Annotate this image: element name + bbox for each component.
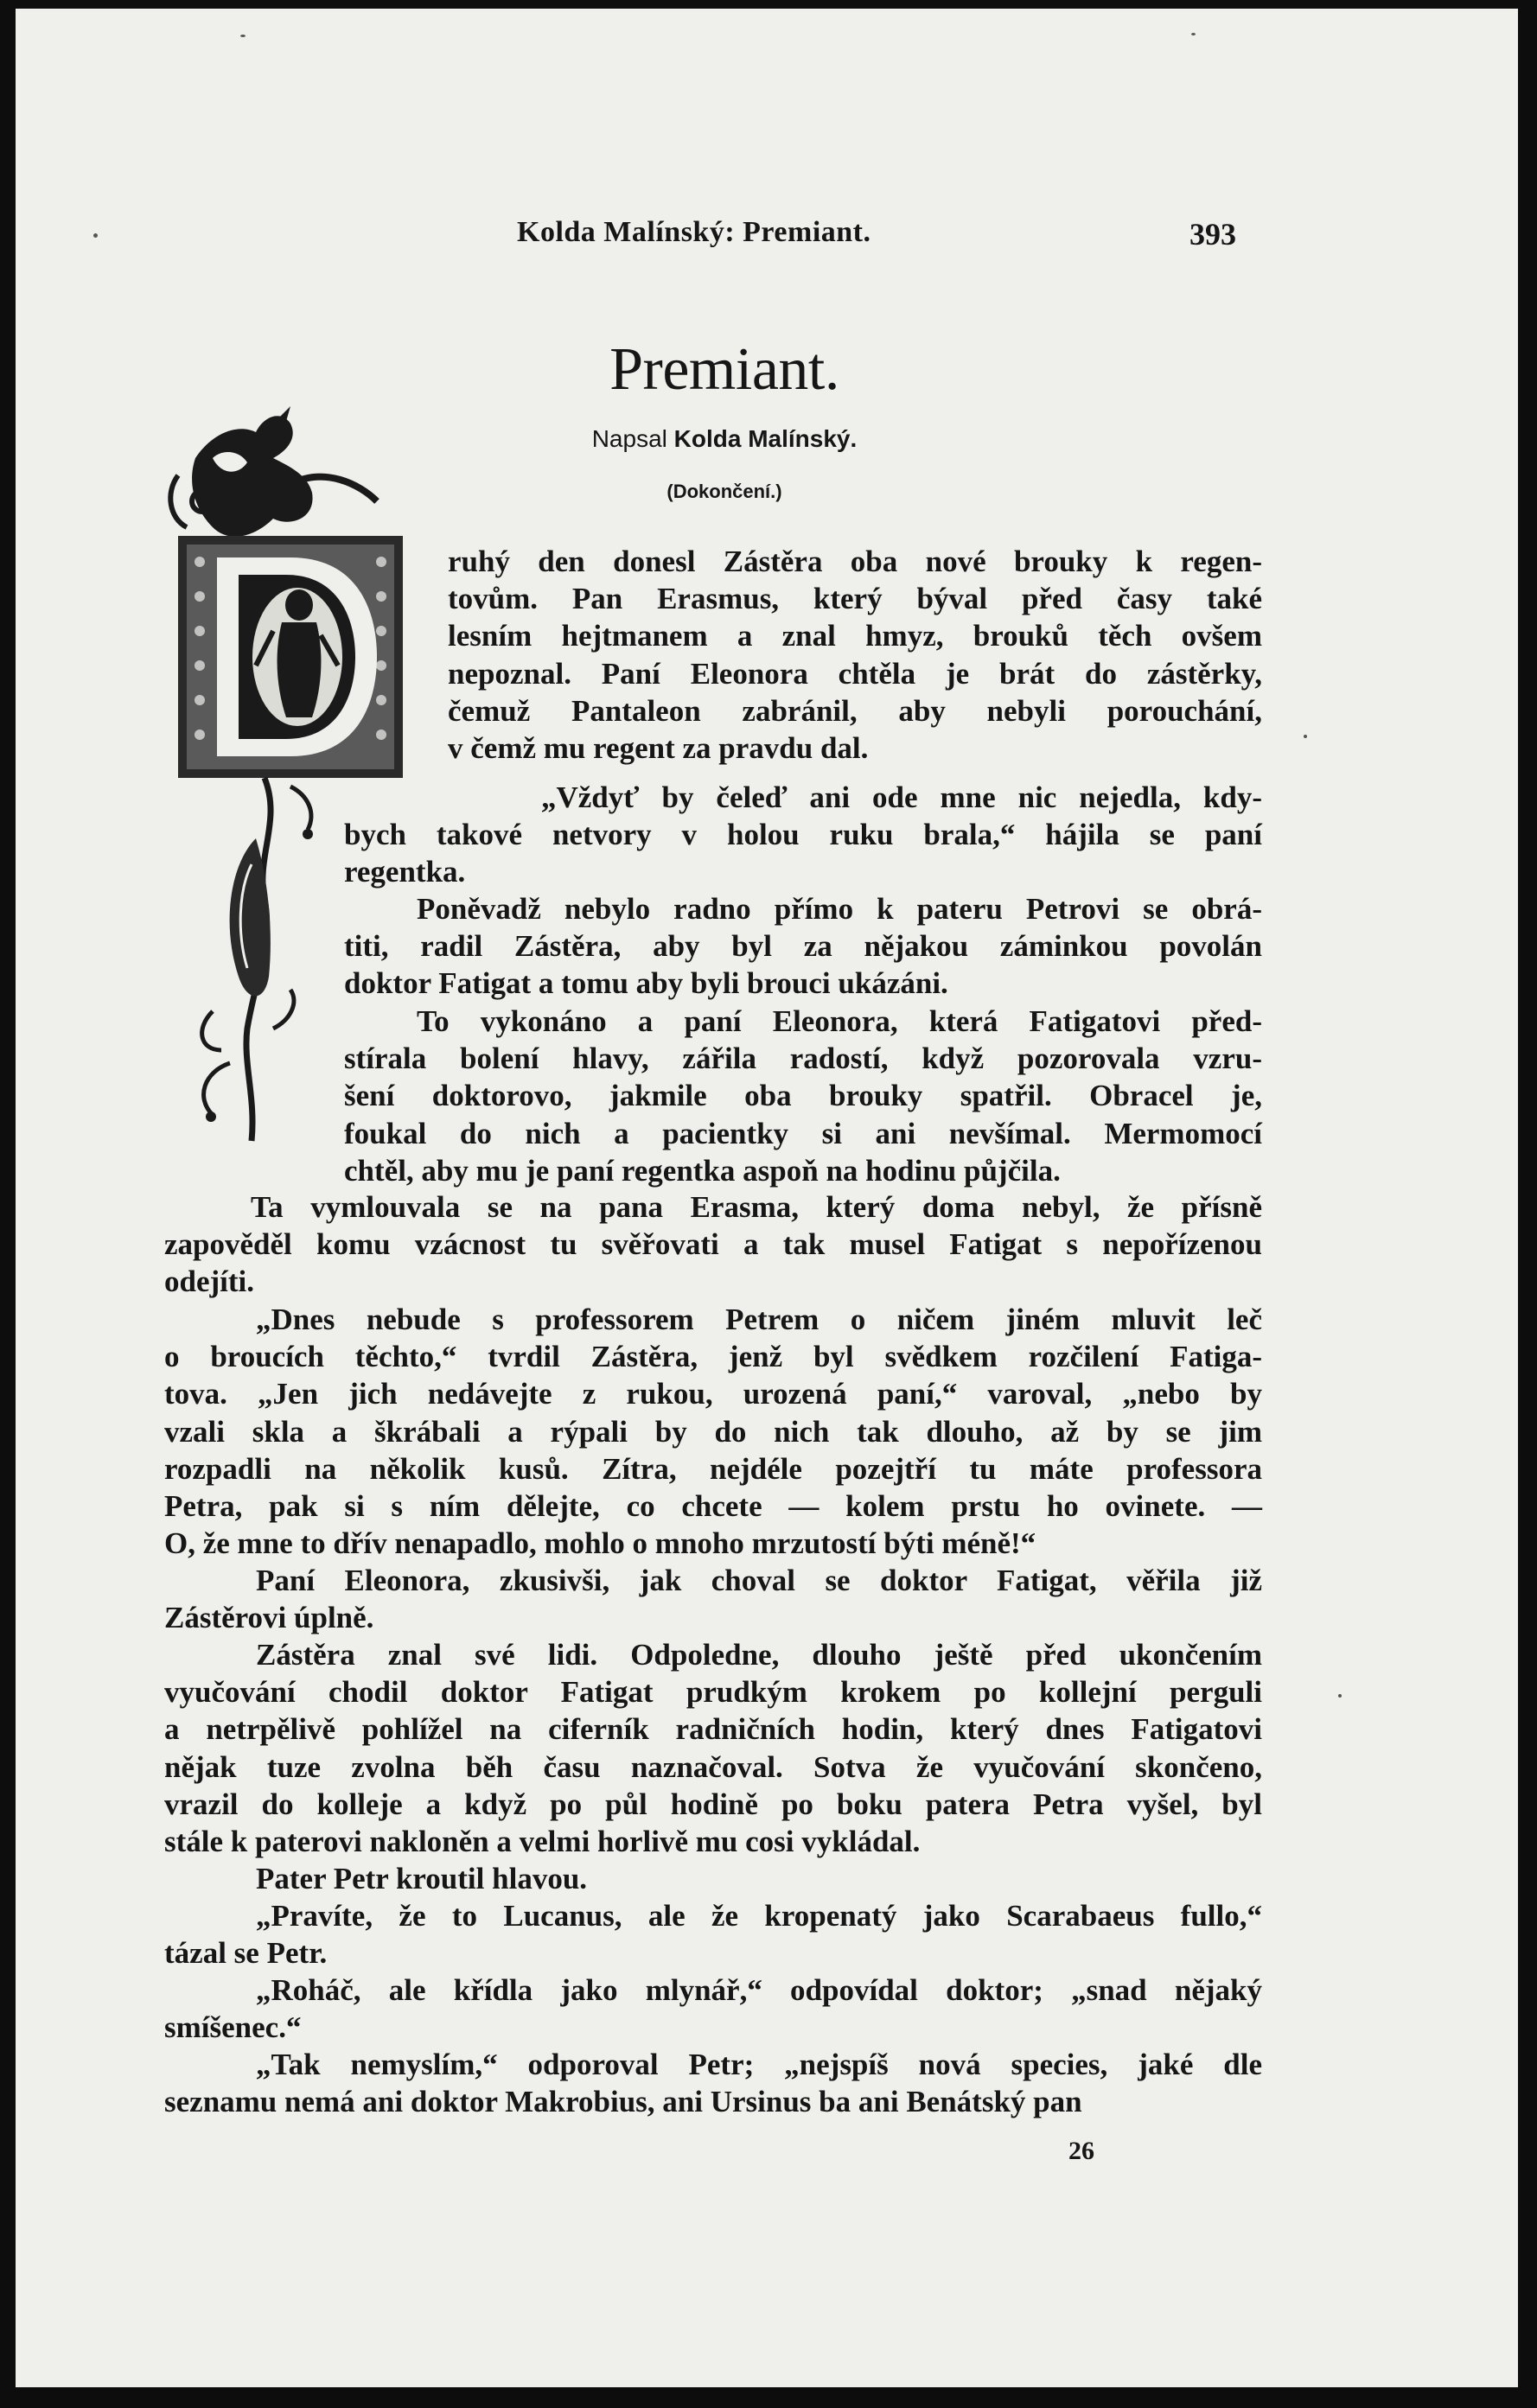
text-line: Ta vymlouvala se na pana Erasma, který doma nebyl, že přísně xyxy=(251,1190,1262,1224)
text-line: „Pravíte, že to Lucanus, ale že kropenatý jako Scarabaeus fullo,“ xyxy=(256,1899,1262,1933)
text-line: chtěl, aby mu je paní regentka aspoň na hodinu půjčila. xyxy=(344,1153,1061,1188)
text-line: vyučování chodil doktor Fatigat prudkým krokem po kollejní perguli xyxy=(164,1675,1262,1710)
text-line: To vykonáno a paní Eleonora, která Fatigatovi před- xyxy=(417,1004,1262,1038)
paragraph xyxy=(164,1636,1262,1860)
text-line: čemuž Pantaleon zabránil, aby nebyli porouchání, xyxy=(448,693,1262,728)
page-number: 393 xyxy=(1189,217,1236,252)
paragraph xyxy=(164,1301,1262,1562)
text-line: tázal se Petr. xyxy=(164,1936,328,1971)
text-line: nějak tuze zvolna běh času naznačoval. Sotva že vyučování skončeno, xyxy=(164,1749,1262,1784)
text-line: tovům. Pan Erasmus, který býval před časy také xyxy=(448,582,1262,616)
text-line: doktor Fatigat a tomu aby byli brouci ukázáni. xyxy=(344,966,948,1001)
text-line: „Tak nemyslím,“ odporoval Petr; „nejspíš nová species, jaké dle xyxy=(256,2048,1262,2081)
paragraph xyxy=(164,1188,1262,1301)
scan-speck xyxy=(240,35,246,37)
paragraph xyxy=(344,890,1262,1003)
paragraph xyxy=(164,1972,1262,2046)
book-page xyxy=(16,9,1518,2387)
signature-mark: 26 xyxy=(1068,2137,1094,2165)
text-line: bych takové netvory v holou ruku brala,“ hájila se paní xyxy=(344,818,1262,852)
text-line: titi, radil Zástěra, aby byl za nějakou záminkou povolán xyxy=(344,929,1262,964)
scan-speck xyxy=(93,233,98,238)
text-line: „Roháč, ale křídla jako mlynář,“ odpovídal doktor; „snad nějaký xyxy=(256,1973,1262,2007)
scan-speck xyxy=(1304,735,1307,738)
text-line: ruhý den donesl Zástěra oba nové brouky k regen- xyxy=(448,545,1262,578)
article-title: Premiant. xyxy=(609,336,839,403)
text-line: smíšenec.“ xyxy=(164,2010,302,2045)
scan-speck xyxy=(1191,33,1196,35)
text-line: „Dnes nebude s professorem Petrem o ničem jiném mluvit leč xyxy=(256,1303,1262,1336)
text-line: a netrpělivě pohlížel na ciferník radničních hodin, který dnes Fatigatovi xyxy=(164,1712,1262,1747)
text-line: o broucích těchto,“ tvrdil Zástěra, jenž byl svědkem rozčilení Fatiga- xyxy=(164,1340,1262,1374)
continued-note: (Dokončení.) xyxy=(666,481,782,502)
paragraph xyxy=(164,2046,1262,2120)
text-line: stírala bolení hlavy, zářila radostí, když pozorovala vzru- xyxy=(344,1042,1262,1076)
text-line: stále k paterovi nakloněn a velmi horlivě mu cosi vykládal. xyxy=(164,1825,921,1859)
text-line: Paní Eleonora, zkusivši, jak choval se doktor Fatigat, věřila již xyxy=(256,1564,1262,1597)
paragraph xyxy=(448,543,1262,767)
running-head: Kolda Malínský: Premiant. xyxy=(517,216,871,248)
paragraph xyxy=(344,1003,1262,1189)
text-line: tova. „Jen jich nedávejte z rukou, urozená paní,“ varoval, „nebo by xyxy=(164,1377,1262,1411)
text-line: seznamu nemá ani doktor Makrobius, ani Ursinus ba ani Benátský pan xyxy=(164,2085,1082,2119)
text-line: vrazil do kolleje a když po půl hodině po boku patera Petra vyšel, byl xyxy=(164,1787,1262,1821)
byline-prefix: Napsal xyxy=(591,425,667,452)
paragraph xyxy=(164,1897,1262,1972)
text-line: lesním hejtmanem a znal hmyz, brouků těch ovšem xyxy=(448,619,1262,653)
text-line: Petra, pak si s ním dělejte, co chcete — kolem prstu ho ovinete. — xyxy=(164,1489,1262,1524)
text-line: zapověděl komu vzácnost tu svěřovati a tak musel Fatigat s nepořízenou xyxy=(164,1227,1262,1262)
text-line: foukal do nich a pacientky si ani nevšímal. Mermomocí xyxy=(344,1116,1262,1150)
text-line: vzali skla a škrábali a rýpali by do nich tak dlouho, až by se jim xyxy=(164,1414,1262,1449)
paragraph xyxy=(344,779,1262,891)
text-line: šení doktorovo, jakmile oba brouky spatřil. Obracel je, xyxy=(344,1079,1262,1113)
text-line: rozpadli na několik kusů. Zítra, nejdéle pozejtří tu máte professora xyxy=(164,1451,1262,1486)
text-line: Poněvadž nebylo radno přímo k pateru Petrovi se obrá- xyxy=(417,892,1262,926)
byline-author: Kolda Malínský. xyxy=(673,425,858,452)
text-line: regentka. xyxy=(344,855,466,889)
text-line: nepoznal. Paní Eleonora chtěla je brát do zástěrky, xyxy=(448,656,1262,691)
paragraph xyxy=(164,1860,1262,1897)
text-line: Zástěra znal své lidi. Odpoledne, dlouho ještě před ukončením xyxy=(256,1638,1262,1672)
scan-speck xyxy=(1338,1694,1342,1698)
paragraph xyxy=(164,1562,1262,1636)
text-line: Pater Petr kroutil hlavou. xyxy=(256,1862,588,1895)
text-line: v čemž mu regent za pravdu dal. xyxy=(448,731,869,766)
text-line: Zástěrovi úplně. xyxy=(164,1601,374,1635)
text-line: O, že mne to dřív nenapadlo, mohlo o mnoho mrzutostí býti méně!“ xyxy=(164,1526,1036,1561)
text-line: „Vždyť by čeleď ani ode mne nic nejedla, kdy- xyxy=(541,780,1262,814)
text-line: odejíti. xyxy=(164,1265,255,1299)
